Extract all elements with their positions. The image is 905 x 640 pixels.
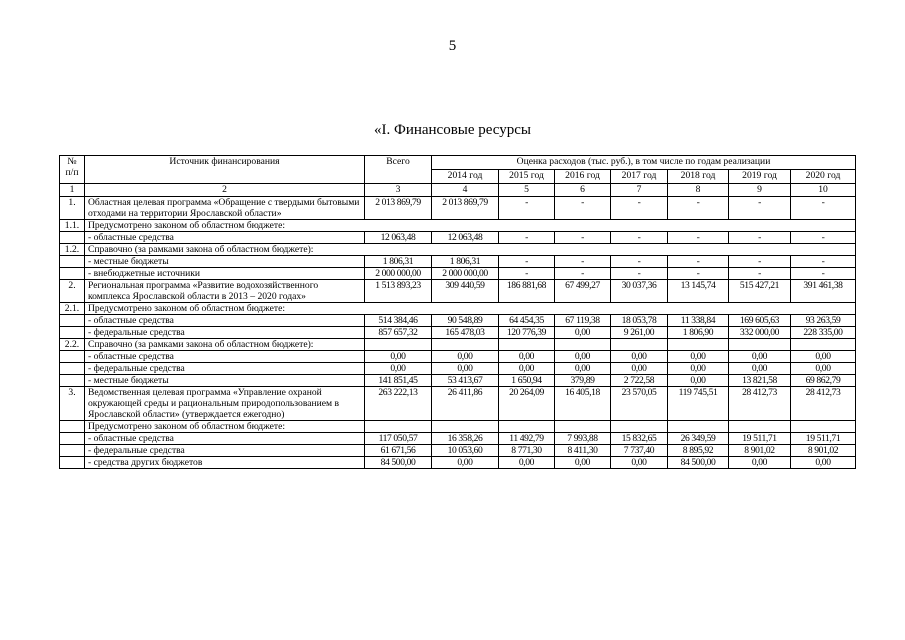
row-number [60, 363, 85, 375]
row-value: - [499, 268, 555, 280]
row-value: 67 499,27 [555, 280, 611, 303]
row-source: Ведомственная целевая программа «Управление охраной окружающей среды и рациональным природопользованием в Ярославской области» (утверждается ежегодно) [85, 387, 365, 421]
row-value: 2 013 869,79 [365, 197, 432, 220]
row-value: 8 771,30 [499, 445, 555, 457]
row-number [60, 457, 85, 469]
row-source: - федеральные средства [85, 327, 365, 339]
header-year: 2020 год [791, 170, 856, 184]
column-number: 1 [60, 184, 85, 197]
column-number: 6 [555, 184, 611, 197]
table-row [60, 351, 856, 363]
row-value: 8 895,92 [668, 445, 729, 457]
row-value [432, 339, 499, 351]
row-value: 9 261,00 [611, 327, 668, 339]
row-value: - [499, 256, 555, 268]
row-value: 0,00 [499, 457, 555, 469]
row-value: - [791, 268, 856, 280]
row-value: - [611, 197, 668, 220]
row-value: 0,00 [499, 363, 555, 375]
row-value: 117 050,57 [365, 433, 432, 445]
row-value: 263 222,13 [365, 387, 432, 421]
row-value: 332 000,00 [729, 327, 791, 339]
row-value: 0,00 [611, 363, 668, 375]
row-value: 0,00 [432, 363, 499, 375]
row-source: - областные средства [85, 433, 365, 445]
row-number [60, 315, 85, 327]
row-value: 69 862,79 [791, 375, 856, 387]
row-value: 61 671,56 [365, 445, 432, 457]
row-value: 84 500,00 [365, 457, 432, 469]
row-value: 23 570,05 [611, 387, 668, 421]
header-estimate: Оценка расходов (тыс. руб.), в том числе по годам реализации [432, 156, 856, 170]
row-source: - средства других бюджетов [85, 457, 365, 469]
row-value: - [668, 256, 729, 268]
row-value [729, 421, 791, 433]
row-value: 0,00 [611, 351, 668, 363]
row-value: 0,00 [668, 363, 729, 375]
row-value: 12 063,48 [365, 232, 432, 244]
row-value: 186 881,68 [499, 280, 555, 303]
row-source: - местные бюджеты [85, 375, 365, 387]
row-value: 141 851,45 [365, 375, 432, 387]
row-value: 15 832,65 [611, 433, 668, 445]
table-row [60, 232, 856, 244]
row-value: - [555, 232, 611, 244]
row-value [499, 421, 555, 433]
row-value: - [791, 197, 856, 220]
row-number: 1. [60, 197, 85, 220]
row-value: - [791, 232, 856, 244]
row-value: 13 821,58 [729, 375, 791, 387]
row-value: 0,00 [611, 457, 668, 469]
row-value: 0,00 [791, 457, 856, 469]
row-value: 0,00 [791, 363, 856, 375]
row-value: 26 411,86 [432, 387, 499, 421]
table-row [60, 327, 856, 339]
header-total: Всего [365, 156, 432, 184]
financial-resources-table [59, 155, 856, 469]
header-year: 2016 год [555, 170, 611, 184]
row-value: 30 037,36 [611, 280, 668, 303]
row-value: 0,00 [791, 351, 856, 363]
row-number [60, 433, 85, 445]
row-value: - [729, 256, 791, 268]
table-row [60, 303, 856, 315]
row-value: 93 263,59 [791, 315, 856, 327]
row-value: - [668, 232, 729, 244]
row-value: 11 338,84 [668, 315, 729, 327]
row-value: 20 264,09 [499, 387, 555, 421]
row-source: - областные средства [85, 315, 365, 327]
table-row [60, 375, 856, 387]
row-value: 0,00 [555, 363, 611, 375]
row-value: 1 806,31 [432, 256, 499, 268]
row-value: 53 413,67 [432, 375, 499, 387]
header-year: 2017 год [611, 170, 668, 184]
row-value: 11 492,79 [499, 433, 555, 445]
row-value [791, 339, 856, 351]
column-number: 7 [611, 184, 668, 197]
row-number: 3. [60, 387, 85, 421]
row-value: - [791, 256, 856, 268]
row-value: 2 000 000,00 [365, 268, 432, 280]
row-value: 515 427,21 [729, 280, 791, 303]
table-row [60, 268, 856, 280]
row-source: - областные средства [85, 351, 365, 363]
row-value: 19 511,71 [729, 433, 791, 445]
row-value [729, 339, 791, 351]
row-number [60, 375, 85, 387]
header-year: 2015 год [499, 170, 555, 184]
row-value: - [499, 197, 555, 220]
row-value: 28 412,73 [791, 387, 856, 421]
row-number [60, 268, 85, 280]
row-value [555, 339, 611, 351]
row-source: Предусмотрено законом об областном бюджете: [85, 421, 365, 433]
row-value: 84 500,00 [668, 457, 729, 469]
row-subheader: Справочно (за рамками закона об областном бюджете): [85, 244, 856, 256]
row-value: 169 605,63 [729, 315, 791, 327]
row-value [611, 339, 668, 351]
row-value: 16 405,18 [555, 387, 611, 421]
row-value: 67 119,38 [555, 315, 611, 327]
table-row [60, 421, 856, 433]
row-value: - [611, 232, 668, 244]
row-number: 1.1. [60, 220, 85, 232]
row-value: 379,89 [555, 375, 611, 387]
row-value: 0,00 [729, 363, 791, 375]
column-number: 3 [365, 184, 432, 197]
table-row [60, 339, 856, 351]
row-value: 857 657,32 [365, 327, 432, 339]
row-value: 7 993,88 [555, 433, 611, 445]
table-header [60, 156, 856, 197]
column-number: 9 [729, 184, 791, 197]
row-value: - [499, 232, 555, 244]
row-value: 120 776,39 [499, 327, 555, 339]
row-value: 2 013 869,79 [432, 197, 499, 220]
row-source: - областные средства [85, 232, 365, 244]
row-source: - местные бюджеты [85, 256, 365, 268]
header-no: № п/п [60, 156, 85, 184]
row-number: 2.2. [60, 339, 85, 351]
table-row [60, 445, 856, 457]
row-number: 1.2. [60, 244, 85, 256]
row-value: - [555, 256, 611, 268]
row-value: 8 411,30 [555, 445, 611, 457]
page-number: 5 [448, 38, 457, 54]
row-value: 2 722,58 [611, 375, 668, 387]
row-subheader: Предусмотрено законом об областном бюджете: [85, 303, 856, 315]
column-number: 4 [432, 184, 499, 197]
table-row [60, 363, 856, 375]
header-year: 2014 год [432, 170, 499, 184]
column-number: 5 [499, 184, 555, 197]
row-source: - внебюджетные источники [85, 268, 365, 280]
table-row [60, 433, 856, 445]
row-value: - [555, 197, 611, 220]
row-value: 19 511,71 [791, 433, 856, 445]
row-value [668, 339, 729, 351]
row-value: 0,00 [432, 457, 499, 469]
row-value: - [729, 268, 791, 280]
row-value: 0,00 [365, 363, 432, 375]
section-title: «I. Финансовые ресурсы [373, 122, 532, 138]
table-row [60, 244, 856, 256]
header-year: 2018 год [668, 170, 729, 184]
row-value [791, 421, 856, 433]
row-value [365, 421, 432, 433]
row-value: 8 901,02 [729, 445, 791, 457]
column-number: 8 [668, 184, 729, 197]
row-value [668, 421, 729, 433]
row-value: 16 358,26 [432, 433, 499, 445]
header-source: Источник финансирования [85, 156, 365, 184]
row-value: 309 440,59 [432, 280, 499, 303]
row-value [499, 339, 555, 351]
row-value: 10 053,60 [432, 445, 499, 457]
row-value: 12 063,48 [432, 232, 499, 244]
row-value: 1 806,90 [668, 327, 729, 339]
row-number [60, 351, 85, 363]
row-value: 0,00 [729, 351, 791, 363]
row-source: Областная целевая программа «Обращение с твердыми бытовыми отходами на территории Ярославской области» [85, 197, 365, 220]
table-row [60, 315, 856, 327]
row-source: Справочно (за рамками закона об областном бюджете): [85, 339, 365, 351]
row-value: 391 461,38 [791, 280, 856, 303]
row-value: 0,00 [668, 351, 729, 363]
row-value: 0,00 [365, 351, 432, 363]
row-number [60, 445, 85, 457]
table-row [60, 220, 856, 232]
row-value: 18 053,78 [611, 315, 668, 327]
header-year: 2019 год [729, 170, 791, 184]
row-number: 2. [60, 280, 85, 303]
row-value [365, 339, 432, 351]
row-value: 165 478,03 [432, 327, 499, 339]
table-row [60, 457, 856, 469]
column-number: 2 [85, 184, 365, 197]
row-value: 8 901,02 [791, 445, 856, 457]
row-number [60, 232, 85, 244]
row-source: Региональная программа «Развитие водохозяйственного комплекса Ярославской области в 2013 – 2020 годах» [85, 280, 365, 303]
row-source: - федеральные средства [85, 363, 365, 375]
table-row [60, 197, 856, 220]
row-value: - [668, 268, 729, 280]
row-value: - [611, 268, 668, 280]
row-number: 2.1. [60, 303, 85, 315]
row-value: 26 349,59 [668, 433, 729, 445]
row-value: 1 513 893,23 [365, 280, 432, 303]
row-value: 1 650,94 [499, 375, 555, 387]
row-value: 0,00 [432, 351, 499, 363]
row-value: 7 737,40 [611, 445, 668, 457]
row-source: - федеральные средства [85, 445, 365, 457]
row-value: 119 745,51 [668, 387, 729, 421]
row-value: - [729, 197, 791, 220]
row-value: 0,00 [555, 351, 611, 363]
row-value: 514 384,46 [365, 315, 432, 327]
row-value: 28 412,73 [729, 387, 791, 421]
row-value: 0,00 [729, 457, 791, 469]
row-number [60, 256, 85, 268]
row-value [555, 421, 611, 433]
row-value: - [729, 232, 791, 244]
table-row [60, 387, 856, 421]
row-value: 228 335,00 [791, 327, 856, 339]
row-value: 0,00 [555, 327, 611, 339]
row-value: 0,00 [668, 375, 729, 387]
row-number [60, 327, 85, 339]
table-row [60, 280, 856, 303]
row-value: 90 548,89 [432, 315, 499, 327]
row-value: - [611, 256, 668, 268]
table-row [60, 256, 856, 268]
row-value: - [555, 268, 611, 280]
row-value [611, 421, 668, 433]
row-value [432, 421, 499, 433]
row-value: 2 000 000,00 [432, 268, 499, 280]
row-subheader: Предусмотрено законом об областном бюджете: [85, 220, 856, 232]
row-number [60, 421, 85, 433]
row-value: 13 145,74 [668, 280, 729, 303]
row-value: 0,00 [499, 351, 555, 363]
row-value: 1 806,31 [365, 256, 432, 268]
row-value: 0,00 [555, 457, 611, 469]
row-value: - [668, 197, 729, 220]
row-value: 64 454,35 [499, 315, 555, 327]
column-number: 10 [791, 184, 856, 197]
